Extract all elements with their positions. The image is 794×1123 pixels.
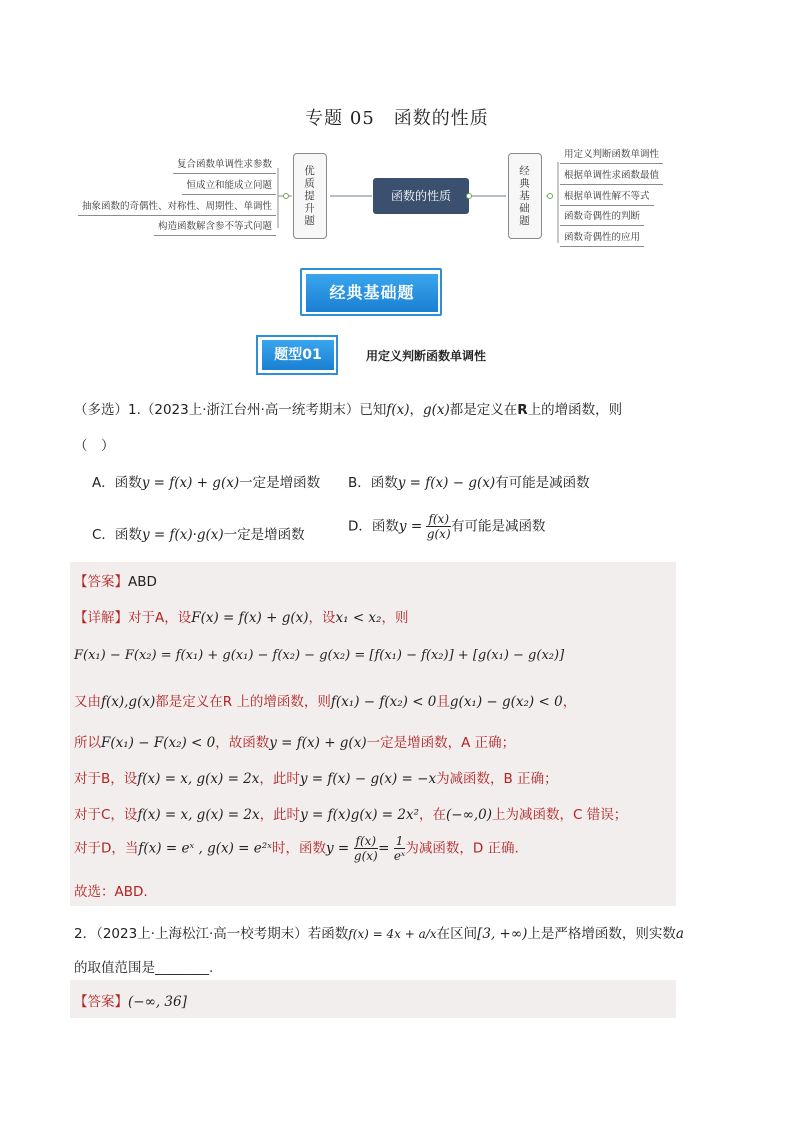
stem-math: R	[517, 402, 528, 418]
option-text: 一定是增函数	[239, 475, 321, 491]
option-text: 一定是增函数	[223, 527, 305, 543]
answer-parentheses: （ ）	[74, 438, 115, 454]
question-1-stem	[74, 398, 622, 418]
detail-conclusion: 故选：ABD.	[74, 884, 148, 900]
detail-text: ，此时	[259, 771, 300, 787]
mindmap-node-dot	[466, 193, 472, 199]
option-label: C．函数	[92, 527, 142, 543]
detail-math: f(x) = x, g(x) = 2x	[137, 807, 260, 823]
option-label: A．函数	[92, 475, 142, 491]
detail-fraction	[354, 834, 379, 863]
detail-math: (−∞,0)	[446, 807, 493, 823]
detail-text: 对于C，设	[74, 807, 138, 823]
mindmap-connectors	[0, 0, 794, 260]
detail-line-2: F(x₁) − F(x₂) = f(x₁) + g(x₁) − f(x₂) − g(x₂) = [f(x₁) − f(x₂)] + [g(x₁) − g(x₂)]	[74, 648, 565, 663]
option-math: y = f(x) − g(x)	[397, 475, 496, 491]
detail-text: 所以	[74, 735, 101, 751]
stem-math: g(x)	[422, 402, 450, 418]
option-label: B．函数	[348, 475, 398, 491]
stem-text: （多选）1.（2023上·浙江台州·高一统考期末）已知	[74, 402, 387, 418]
detail-text: 对于B，设	[74, 771, 138, 787]
detail-text: 为减函数，D 正确.	[405, 840, 519, 857]
option-math: y = f(x)·g(x)	[141, 527, 224, 543]
mindmap-left-item: 抽象函数的奇偶性、对称性、周期性、单调性	[78, 200, 276, 216]
section-banner: 经典基础题	[306, 274, 438, 312]
detail-line-4	[74, 731, 515, 751]
type-label: 用定义判断函数单调性	[366, 349, 487, 363]
detail-text: ，设	[308, 610, 336, 626]
stem-math: a	[675, 926, 684, 942]
detail-line-5	[74, 767, 558, 787]
detail-text: 又由	[74, 694, 101, 710]
stem-text: 都是定义在	[449, 402, 518, 418]
detail-text: ，	[562, 694, 577, 710]
stem-math: [3, +∞)	[477, 926, 528, 942]
fraction-denominator: g(x)	[353, 849, 378, 863]
detail-math: f(x) = eˣ , g(x) = e²ˣ	[138, 840, 272, 857]
answer-2-line	[74, 990, 187, 1010]
detail-text: 时，函数	[271, 840, 326, 857]
answer-line	[74, 570, 157, 590]
detail-math: f(x) = x, g(x) = 2x	[137, 771, 260, 787]
detail-text: 对于A，设	[128, 610, 192, 626]
question-2-stem	[74, 922, 684, 942]
type-badge: 题型01	[262, 340, 334, 370]
mindmap-node-dot	[547, 193, 553, 199]
detail-math: y = f(x)g(x) = 2x²	[300, 807, 420, 823]
detail-math: y = f(x) − g(x) = −x	[299, 771, 437, 787]
detail-math: f(x),g(x)	[101, 694, 156, 710]
detail-text: ，则	[381, 610, 409, 626]
detail-text: 对于D，当	[74, 840, 139, 857]
mindmap-left-item: 恒成立和能成立问题	[182, 179, 276, 195]
detail-text: ，此时	[259, 807, 301, 823]
detail-fraction	[394, 834, 406, 863]
mindmap-left-item: 构造函数解含参不等式问题	[154, 220, 276, 236]
fraction-denominator: g(x)	[426, 527, 451, 541]
detail-tag: 【详解】	[74, 610, 128, 626]
option-a	[92, 471, 320, 491]
detail-text: 为减函数，B 正确；	[436, 771, 558, 787]
mindmap-right-item: 根据单调性求函数最值	[560, 169, 663, 185]
detail-math: F(x₁) − F(x₂) < 0	[101, 735, 216, 751]
stem-text: ，	[409, 402, 423, 418]
mindmap-center-node: 函数的性质	[373, 178, 469, 214]
detail-math: g(x₁) − g(x₂) < 0	[449, 694, 563, 710]
stem-text: 在区间	[436, 926, 478, 942]
stem-math: f(x)	[386, 402, 410, 418]
detail-text: 上为减函数，C 错误；	[492, 807, 628, 823]
page-title: 专题 05 函数的性质	[305, 108, 489, 129]
mindmap-right-item: 函数奇偶性的应用	[560, 231, 644, 247]
detail-text: ，故函数	[215, 735, 270, 751]
fraction-numerator: f(x)	[355, 834, 377, 848]
detail-math: f(x₁) − f(x₂) < 0	[330, 694, 437, 710]
option-text: 有可能是减函数	[451, 518, 546, 535]
fraction-numerator: f(x)	[428, 512, 450, 526]
detail-text: 且	[436, 694, 450, 710]
stem-math: f(x) = 4x + a/x	[348, 927, 437, 941]
detail-line-1	[74, 606, 408, 626]
option-d-fraction	[426, 512, 451, 541]
answer-value: (−∞, 36]	[128, 994, 187, 1010]
question-2-stem-line-2: 的取值范围是________.	[74, 960, 214, 976]
answer-value: ABD	[128, 574, 157, 590]
detail-line-7	[74, 834, 519, 863]
option-c	[92, 523, 305, 543]
answer-tag: 【答案】	[74, 994, 128, 1010]
detail-line-3	[74, 690, 576, 710]
detail-math: F(x) = f(x) + g(x)	[191, 610, 309, 626]
stem-text: 上的增函数，则	[527, 402, 623, 418]
option-b	[348, 471, 590, 491]
mindmap-right-item: 根据单调性解不等式	[560, 190, 654, 206]
option-math: y =	[398, 518, 423, 535]
stem-text: 上是严格增函数，则实数	[527, 926, 676, 942]
mindmap-left-item: 复合函数单调性求参数	[173, 158, 276, 174]
detail-text: 都是定义在R 上的增函数，则	[155, 694, 331, 710]
stem-text: 2．（2023上·上海松江·高一校考期末）若函数	[74, 926, 349, 942]
mindmap-right-item: 函数奇偶性的判断	[560, 210, 644, 226]
detail-math: =	[378, 840, 390, 857]
option-text: 有可能是减函数	[495, 475, 590, 491]
mindmap-right-item: 用定义判断函数单调性	[560, 148, 663, 164]
detail-math: y =	[325, 840, 350, 857]
mindmap-left-box: 优质提升题	[293, 153, 327, 239]
option-d	[348, 512, 546, 541]
option-label: D．函数	[348, 518, 399, 535]
detail-line-6	[74, 803, 627, 823]
detail-math: x₁ < x₂	[335, 610, 382, 626]
detail-text: ，在	[419, 807, 447, 823]
mindmap-node-dot	[283, 193, 289, 199]
mindmap-right-box: 经典基础题	[508, 153, 542, 239]
option-math: y = f(x) + g(x)	[141, 475, 240, 491]
detail-text: 一定是增函数，A 正确；	[366, 735, 516, 751]
detail-math: y = f(x) + g(x)	[269, 735, 367, 751]
fraction-numerator: 1	[395, 834, 404, 848]
fraction-denominator: eˣ	[393, 849, 406, 863]
answer-tag: 【答案】	[74, 574, 128, 590]
